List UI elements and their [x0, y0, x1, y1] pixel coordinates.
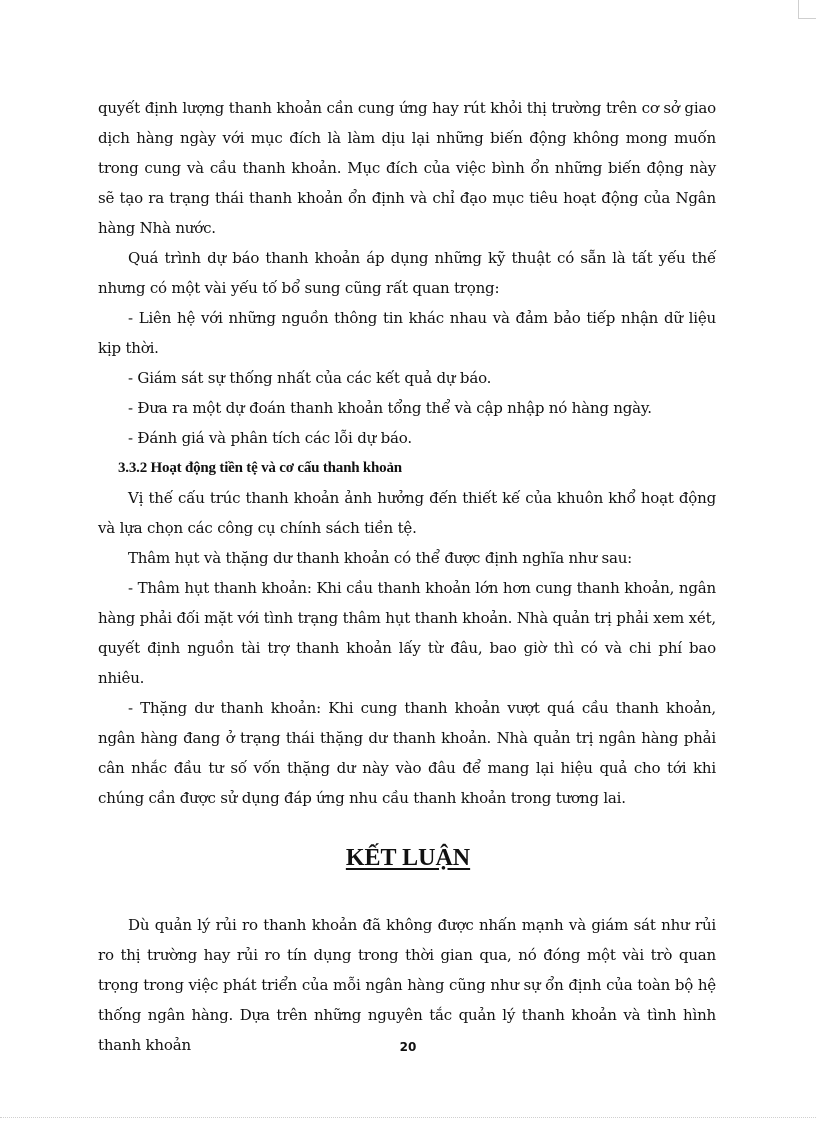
paragraph-structural-position: Vị thế cấu trúc thanh khoản ảnh hưởng đến thiết kế của khuôn khổ hoạt động và lựa chọn các công cụ chính sách tiền tệ.: [98, 489, 716, 537]
list-item-monitor-consistency: - Giám sát sự thống nhất của các kết quả dự báo.: [128, 369, 492, 387]
page-corner-mark: [798, 0, 816, 19]
list-item-liquidity-deficit: - Thâm hụt thanh khoản: Khi cầu thanh khoản lớn hơn cung thanh khoản, ngân hàng phải đối mặt với tình trạng thâm hụt thanh khoản. Nhà quản trị phải xem xét, quyết định nguồn tài trợ thanh khoản lấy từ đâu, bao giờ thì có và chi phí bao nhiêu.: [98, 579, 716, 687]
conclusion-paragraph: Dù quản lý rủi ro thanh khoản đã không được nhấn mạnh và giám sát như rủi ro thị trường hay rủi ro tín dụng trong thời gian qua, nó đóng một vài trò quan trọng trong việc phát triển của mỗi ngân hàng cũng như sự ổn định của toàn bộ hệ thống ngân hàng. Dựa trên những nguyên tắc quản lý thanh khoản và tình hình thanh khoản: [98, 916, 716, 1054]
list-item-overall-forecast: - Đưa ra một dự đoán thanh khoản tổng thể và cập nhập nó hàng ngày.: [128, 399, 652, 417]
conclusion-title: [0, 841, 816, 875]
conclusion-title-text: KẾT LUẬN: [345, 845, 471, 871]
list-item-error-analysis: - Đánh giá và phân tích các lỗi dự báo.: [128, 429, 412, 447]
page-number: 20: [399, 1040, 417, 1054]
conclusion-body: [98, 910, 716, 1060]
paragraph-continuation: quyết định lượng thanh khoản cần cung ứng hay rút khỏi thị trường trên cơ sở giao dịch hàng ngày với mục đích là làm dịu lại những biến động không mong muốn trong cung và cầu thanh khoản. Mục đích của việc bình ổn những biến động này sẽ tạo ra trạng thái thanh khoản ổn định và chỉ đạo mục tiêu hoạt động của Ngân hàng Nhà nước.: [98, 99, 716, 237]
body-text: [98, 93, 716, 813]
paragraph-forecast-intro: Quá trình dự báo thanh khoản áp dụng những kỹ thuật có sẵn là tất yếu thế nhưng có một vài yếu tố bổ sung cũng rất quan trọng:: [98, 249, 716, 297]
list-item-contact-sources: - Liên hệ với những nguồn thông tin khác nhau và đảm bảo tiếp nhận dữ liệu kịp thời.: [98, 309, 716, 357]
section-heading: 3.3.2 Hoạt động tiền tệ và cơ cấu thanh khoản: [118, 460, 402, 476]
footer-divider: [0, 1117, 816, 1118]
list-item-liquidity-surplus: - Thặng dư thanh khoản: Khi cung thanh khoản vượt quá cầu thanh khoản, ngân hàng đang ở trạng thái thặng dư thanh khoản. Nhà quản trị ngân hàng phải cân nhắc đầu tư số vốn thặng dư này vào đâu để mang lại hiệu quả cho tới khi chúng cần được sử dụng đáp ứng nhu cầu thanh khoản trong tương lai.: [98, 699, 716, 807]
paragraph-definition-intro: Thâm hụt và thặng dư thanh khoản có thể được định nghĩa như sau:: [128, 549, 633, 567]
